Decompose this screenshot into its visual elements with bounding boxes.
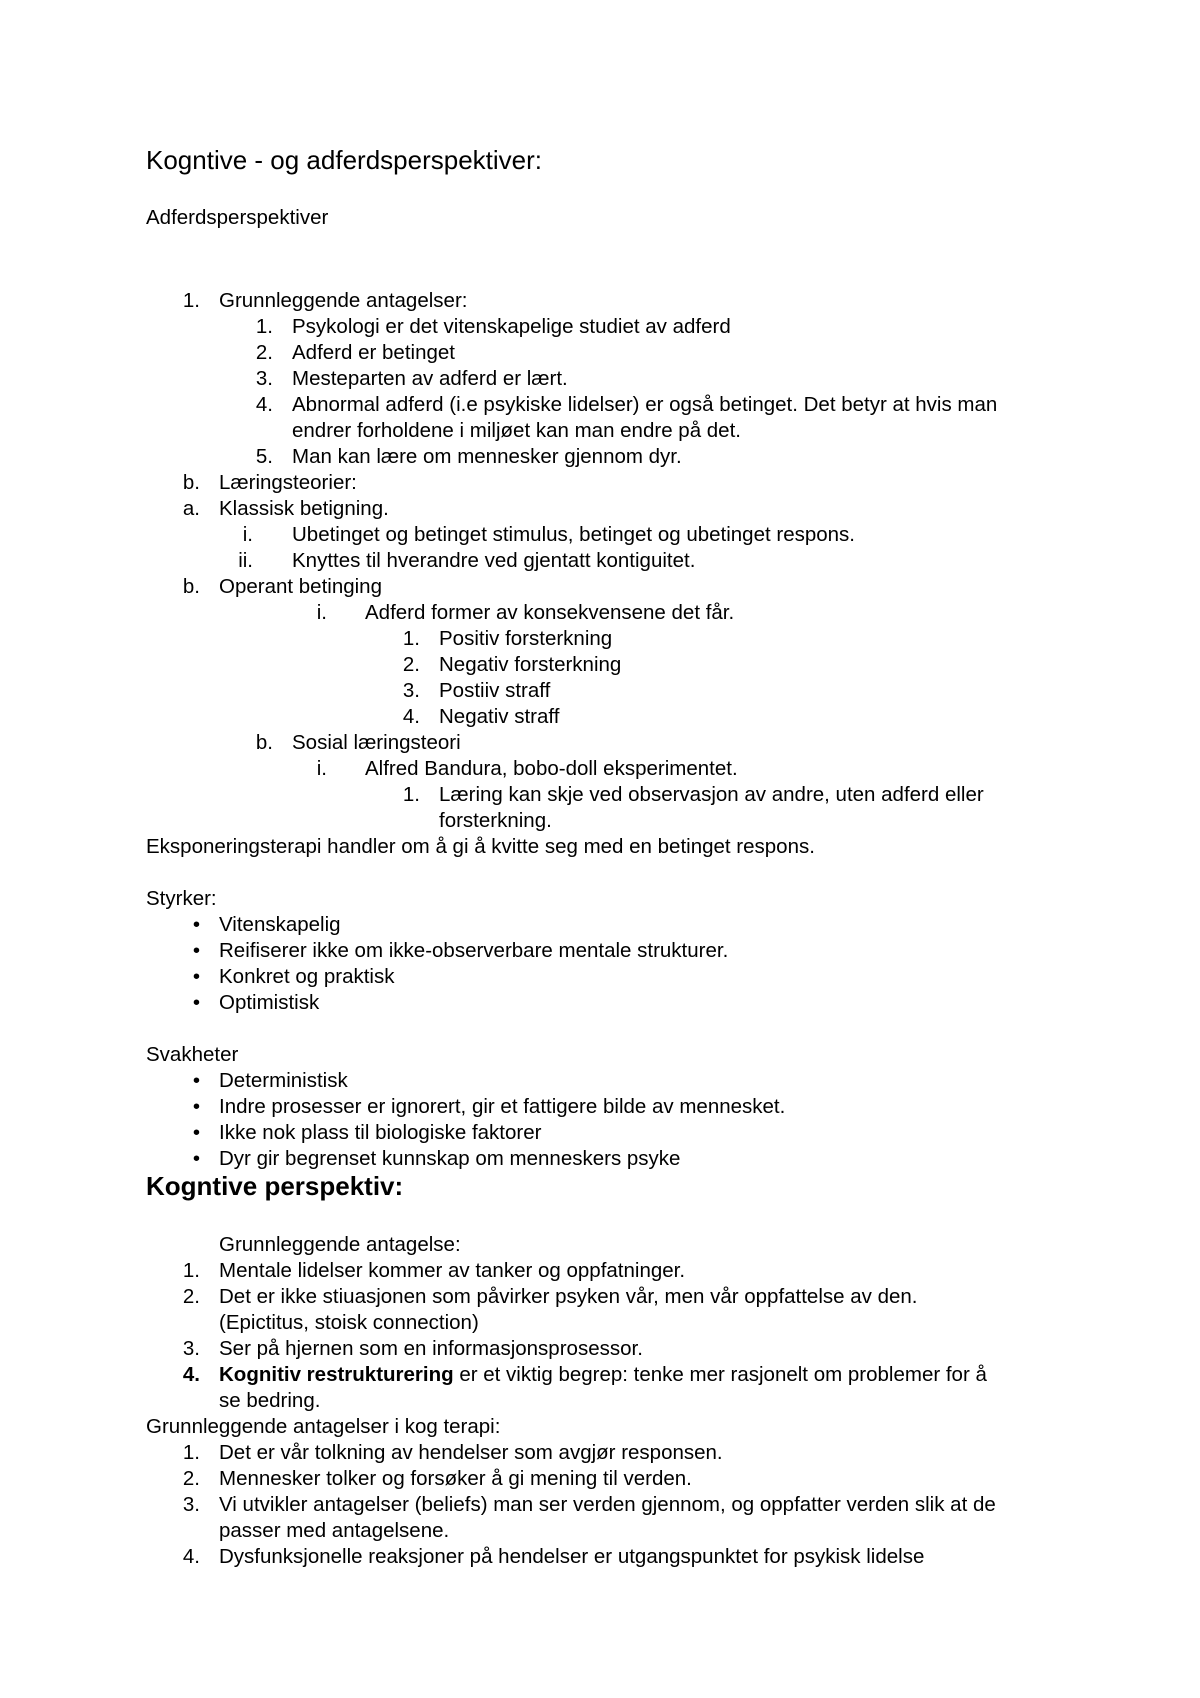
list-item-text: Det er vår tolkning av hendelser som avgjør responsen. [219,1441,723,1464]
bullet-icon: • [192,1069,200,1092]
list-item-text: Adferd former av konsekvensene det får. [365,601,735,624]
list-marker: 1. [255,315,273,338]
list-marker: 3. [182,1337,200,1360]
terapi-label: Grunnleggende antagelser i kog terapi: [146,1415,501,1438]
bullet-icon: • [192,965,200,988]
list-item-text: Man kan lære om mennesker gjennom dyr. [292,445,682,468]
list-item-text: Dysfunksjonelle reaksjoner på hendelser er utgangspunktet for psykisk lidelse [219,1545,925,1568]
list-item-text: Ser på hjernen som en informasjonsprosessor. [219,1337,643,1360]
list-item-text: Psykologi er det vitenskapelige studiet av adferd [292,315,731,338]
bullet-icon: • [192,913,200,936]
list-marker: 1. [182,1441,200,1464]
list-item-text: Grunnleggende antagelser: [219,289,468,312]
list-marker: 5. [255,445,273,468]
list-item-text: Abnormal adferd (i.e psykiske lidelser) er også betinget. Det betyr at hvis man [292,393,998,416]
list-marker: i. [242,523,253,546]
list-item-text: Alfred Bandura, bobo-doll eksperimentet. [365,757,738,780]
list-item-text: Sosial læringsteori [292,731,461,754]
list-item-text: Negativ forsterkning [439,653,622,676]
svakheter-heading: Svakheter [146,1043,239,1066]
list-item-continuation: se bedring. [219,1389,321,1412]
list-item-text: Mesteparten av adferd er lært. [292,367,568,390]
list-item-text [219,1362,987,1388]
list-item-text: Konkret og praktisk [219,965,395,988]
list-item-text: Mentale lidelser kommer av tanker og oppfatninger. [219,1259,686,1282]
bullet-icon: • [192,1095,200,1118]
list-item-text: Dyr gir begrenset kunnskap om menneskers psyke [219,1147,681,1170]
list-item-text: Operant betinging [219,575,382,598]
list-marker: 1. [182,1259,200,1282]
list-marker: 3. [402,679,420,702]
list-item-text: Reifiserer ikke om ikke-observerbare mentale strukturer. [219,939,729,962]
list-item-text: Det er ikke stiuasjonen som påvirker psyken vår, men vår oppfattelse av den. [219,1285,918,1308]
bold-term: Kognitiv restrukturering [219,1363,454,1386]
list-item-text: Negativ straff [439,705,560,728]
list-item-continuation: passer med antagelsene. [219,1519,450,1542]
list-item-text: Adferd er betinget [292,341,455,364]
bullet-icon: • [192,1147,200,1170]
list-marker: 4. [182,1363,200,1386]
page-title: Kogntive - og adferdsperspektiver: [146,145,542,175]
list-marker: 2. [255,341,273,364]
list-marker: i. [316,601,327,624]
list-item-text: Deterministisk [219,1069,348,1092]
list-item-text: Vi utvikler antagelser (beliefs) man ser verden gjennom, og oppfatter verden slik at de [219,1493,996,1516]
kognitiv-heading: Kogntive perspektiv: [146,1171,404,1201]
list-marker: 4. [255,393,273,416]
list-item-text: Ikke nok plass til biologiske faktorer [219,1121,542,1144]
list-item-continuation: (Epictitus, stoisk connection) [219,1311,479,1334]
list-item-rest: er et viktig begrep: tenke mer rasjonelt om problemer for å [453,1363,987,1386]
bullet-icon: • [192,939,200,962]
section-subtitle: Adferdsperspektiver [146,206,329,229]
list-marker: 1. [182,289,200,312]
styrker-heading: Styrker: [146,887,217,910]
list-marker: b. [182,575,200,598]
list-marker: 2. [182,1285,200,1308]
list-item-text: Vitenskapelig [219,913,341,936]
list-marker: 4. [402,705,420,728]
kognitiv-grunn-label: Grunnleggende antagelse: [219,1233,461,1256]
list-item-text: Klassisk betigning. [219,497,389,520]
paragraph-eksponering: Eksponeringsterapi handler om å gi å kvitte seg med en betinget respons. [146,835,815,858]
list-item-text: Mennesker tolker og forsøker å gi mening til verden. [219,1467,692,1490]
list-item-text: Positiv forsterkning [439,627,613,650]
list-item-text: Læringsteorier: [219,471,357,494]
list-marker: 1. [402,627,420,650]
list-item-text: Ubetinget og betinget stimulus, betinget og ubetinget respons. [292,523,855,546]
list-marker: 2. [182,1467,200,1490]
list-marker: ii. [238,549,253,572]
list-marker: 3. [255,367,273,390]
list-marker: 4. [182,1545,200,1568]
list-marker: b. [255,731,273,754]
list-item-text: Postiiv straff [439,679,551,702]
list-item-continuation: forsterkning. [439,809,552,832]
list-item-text: Knyttes til hverandre ved gjentatt kontiguitet. [292,549,696,572]
list-marker: i. [316,757,327,780]
list-marker: 1. [402,783,420,806]
bullet-icon: • [192,1121,200,1144]
list-marker: b. [182,471,200,494]
list-marker: 3. [182,1493,200,1516]
list-item-text: Optimistisk [219,991,320,1014]
list-item-text: Indre prosesser er ignorert, gir et fattigere bilde av mennesket. [219,1095,786,1118]
list-marker: a. [182,497,200,520]
bullet-icon: • [192,991,200,1014]
list-marker: 2. [402,653,420,676]
list-item-text: Læring kan skje ved observasjon av andre, uten adferd eller [439,783,984,806]
list-item-continuation: endrer forholdene i miljøet kan man endre på det. [292,419,741,442]
